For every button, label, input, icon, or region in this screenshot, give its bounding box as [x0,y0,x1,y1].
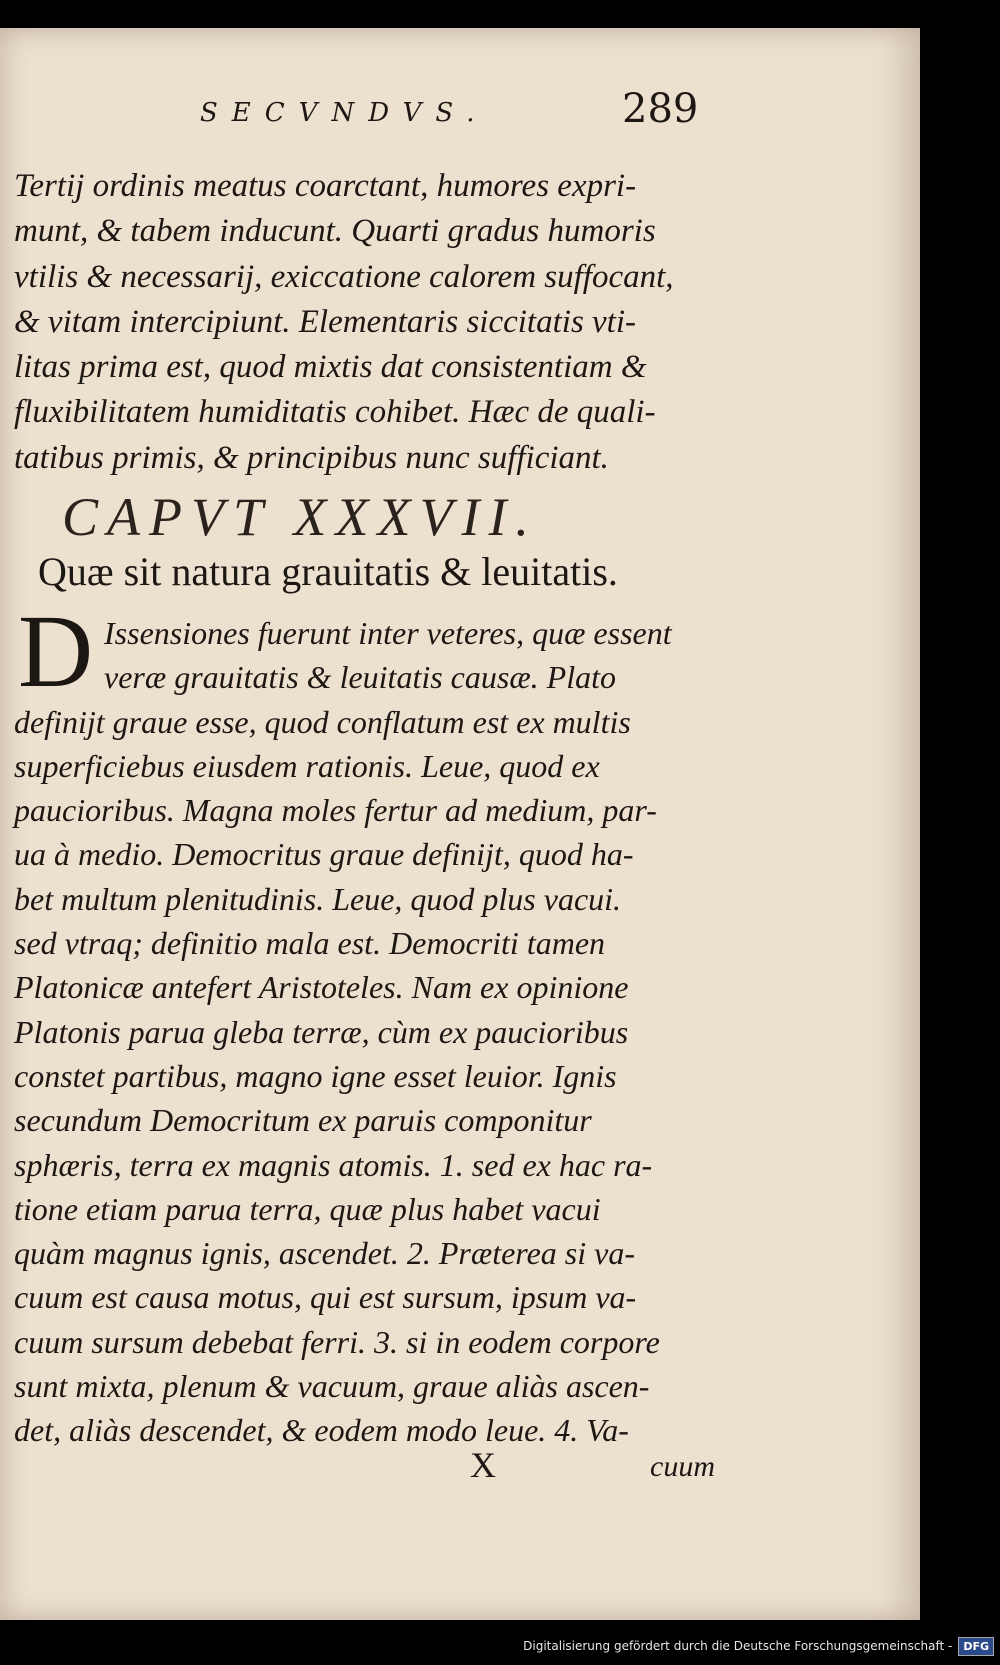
text-line: ua à medio. Democritus graue definijt, quod ha- [14,836,634,873]
text-line: Issensiones fuerunt inter veteres, quæ essent [104,615,672,651]
text-line: secundum Democritum ex paruis componitur [14,1102,592,1139]
paragraph-block-1 [14,164,714,481]
text-line: bet multum plenitudinis. Leue, quod plus vacui. [14,880,622,917]
running-head [200,84,700,134]
text-line: Platonicæ antefert Aristoteles. Nam ex opinione [14,969,629,1006]
book-page [0,28,920,1620]
text-line: veræ grauitatis & leuitatis causæ. Plato [104,659,616,696]
signature-mark: X [470,1445,496,1485]
dfg-logo: DFG [958,1637,994,1656]
page-number: 289 [622,86,699,132]
text-line: superficiebus eiusdem rationis. Leue, quod ex [14,747,600,784]
text-line: sunt mixta, plenum & vacuum, graue aliàs ascen- [14,1368,650,1405]
text-line: tatibus primis, & principibus nunc sufficiant. [14,439,609,476]
digitization-footer [523,1633,994,1659]
chapter-subtitle: Quæ sit natura grauitatis & leuitatis. [38,549,618,594]
text-line: litas prima est, quod mixtis dat consistentiam & [14,349,647,386]
text-line: Platonis parua gleba terræ, cùm ex paucioribus [14,1013,629,1050]
text-line: sed vtraq; definitio mala est. Democriti tamen [14,925,606,962]
paragraph-block-2 [14,611,714,1453]
text-line: fluxibilitatem humiditatis cohibet. Hæc de quali- [14,394,656,431]
running-title: SECVNDVS. [200,98,489,128]
catchword: cuum [650,1450,715,1483]
text-line: munt, & tabem inducunt. Quarti gradus humoris [14,213,656,250]
text-line: det, aliàs descendet, & eodem modo leue. 4. Va- [14,1412,629,1449]
text-line: Tertij ordinis meatus coarctant, humores expri- [14,168,637,204]
text-line: definijt graue esse, quod conflatum est ex multis [14,703,631,740]
text-line: quàm magnus ignis, ascendet. 2. Præterea si va- [14,1235,635,1272]
chapter-heading: CAPVT XXXVII. [62,487,538,547]
text-line: paucioribus. Magna moles fertur ad medium, par- [14,792,657,829]
text-line: & vitam intercipiunt. Elementaris siccitatis vti- [14,303,637,340]
text-line: sphæris, terra ex magnis atomis. 1. sed ex hac ra- [14,1146,653,1183]
text-line: cuum est causa motus, qui est sursum, ipsum va- [14,1279,637,1316]
text-line: cuum sursum debebat ferri. 3. si in eodem corpore [14,1323,660,1360]
text-line: tione etiam parua terra, quæ plus habet vacui [14,1190,601,1227]
text-line: constet partibus, magno igne esset leuior. Ignis [14,1057,617,1094]
text-line: vtilis & necessarij, exiccatione calorem suffocant, [14,258,674,295]
drop-capital: D [18,594,94,709]
footer-text: Digitalisierung gefördert durch die Deutsche Forschungsgemeinschaft - [523,1639,953,1653]
